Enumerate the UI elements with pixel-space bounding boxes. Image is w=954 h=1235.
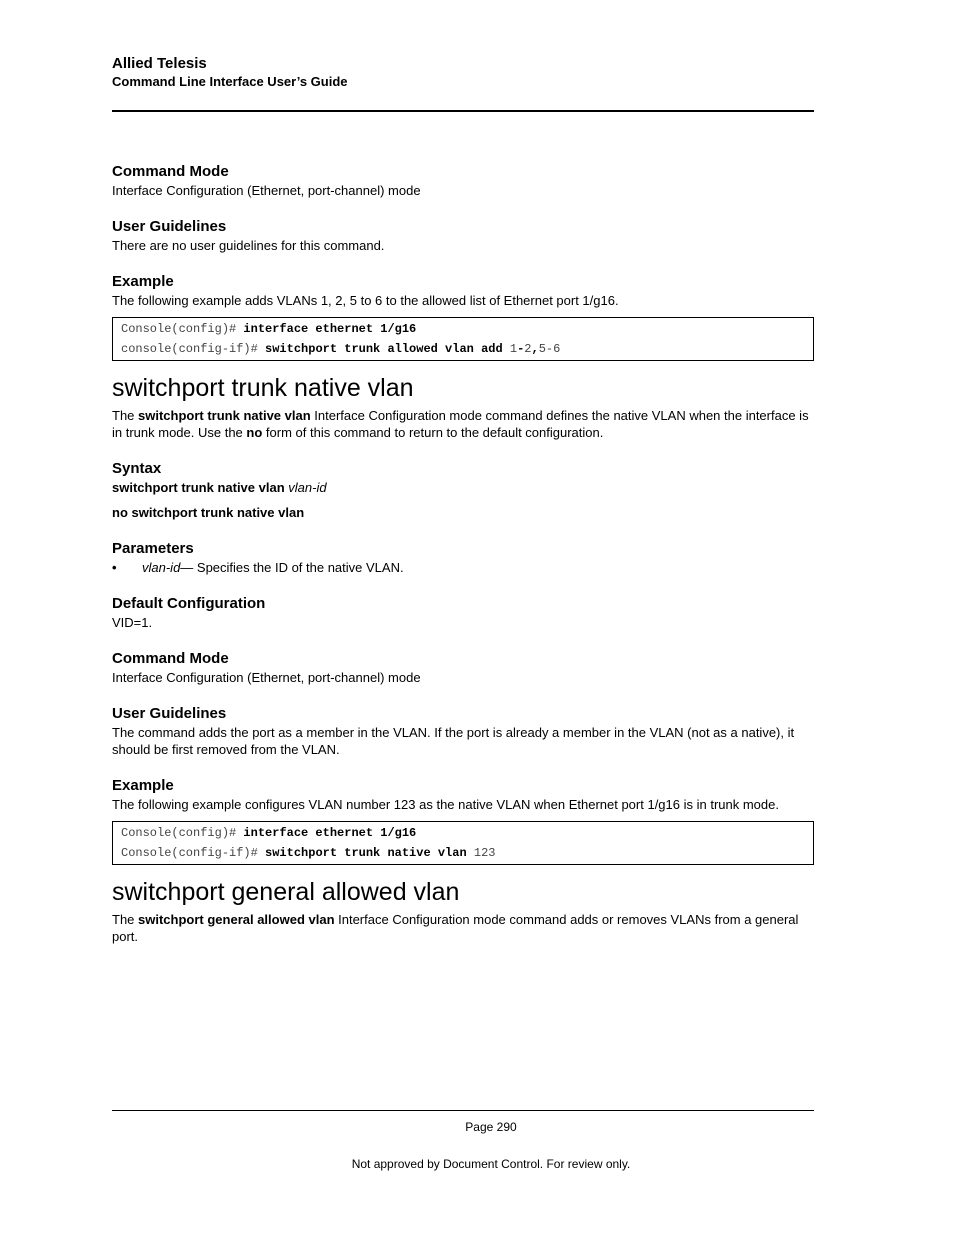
heading: Command Mode: [112, 650, 229, 667]
argument: ,: [531, 342, 539, 356]
section-title: switchport trunk native vlan: [112, 374, 414, 402]
paragraph: The following example configures VLAN number 123 as the native VLAN when Ethernet port 1/g16 is in trunk mode.: [112, 797, 779, 812]
intro-paragraph: The switchport general allowed vlan Interface Configuration mode command adds or removes VLANs from a general port.: [112, 912, 799, 944]
argument: 1: [509, 342, 518, 356]
syntax-line: no switchport trunk native vlan: [112, 505, 305, 520]
page-body: [112, 162, 814, 945]
prompt: Console(config)#: [121, 322, 244, 336]
list-item: • vlan-id— Specifies the ID of the native VLAN.: [112, 560, 404, 575]
heading: User Guidelines: [112, 705, 227, 722]
section-title: switchport general allowed vlan: [112, 878, 460, 906]
code-line: [121, 843, 805, 863]
heading: Default Configuration: [112, 595, 266, 612]
guide-title: Command Line Interface User’s Guide: [112, 74, 348, 89]
section-user-guidelines: [112, 217, 814, 254]
running-header: [112, 55, 348, 90]
header-rule: [112, 110, 814, 112]
code-line: [121, 823, 805, 843]
command: interface ethernet 1/g16: [243, 322, 417, 336]
code-block: [112, 317, 814, 361]
review-notice: Not approved by Document Control. For review only.: [351, 1157, 631, 1171]
paragraph: There are no user guidelines for this command.: [112, 238, 385, 253]
argument: -: [517, 342, 525, 356]
command: interface ethernet 1/g16: [243, 826, 417, 840]
section-command-mode: [112, 162, 814, 199]
command: switchport trunk native vlan: [265, 846, 474, 860]
code-line: [121, 319, 805, 339]
section-example: [112, 272, 814, 361]
paragraph: Interface Configuration (Ethernet, port-channel) mode: [112, 670, 421, 685]
code-line: [121, 339, 805, 359]
code-block: [112, 821, 814, 865]
argument: 2: [524, 342, 532, 356]
paragraph: Interface Configuration (Ethernet, port-channel) mode: [112, 183, 421, 198]
paragraph: The following example adds VLANs 1, 2, 5 to 6 to the allowed list of Ethernet port 1/g16.: [112, 293, 619, 308]
command: switchport trunk allowed vlan add: [265, 342, 510, 356]
heading: Example: [112, 777, 174, 794]
section-example: [112, 776, 814, 865]
page-number: Page 290: [465, 1120, 517, 1134]
heading: Parameters: [112, 540, 194, 557]
heading: Command Mode: [112, 163, 229, 180]
company-name: Allied Telesis: [112, 55, 207, 72]
paragraph: VID=1.: [112, 615, 153, 630]
prompt: Console(config)#: [121, 826, 244, 840]
argument: 123: [473, 846, 496, 860]
prompt: console(config-if)#: [121, 342, 266, 356]
bullet: •: [112, 560, 117, 575]
section-user-guidelines: [112, 704, 814, 758]
intro-paragraph: The switchport trunk native vlan Interface Configuration mode command defines the native VLAN when the interface is in trunk mode. Use the no form of this command to return to the default configuration.: [112, 408, 809, 440]
heading: Syntax: [112, 460, 162, 477]
syntax-line: switchport trunk native vlan vlan-id: [112, 480, 327, 495]
argument: 5-6: [538, 342, 561, 356]
prompt: Console(config-if)#: [121, 846, 266, 860]
section-default-configuration: [112, 594, 814, 631]
section-command-mode: [112, 649, 814, 686]
paragraph: The command adds the port as a member in the VLAN. If the port is already a member in the VLAN (not as a native), it should be first removed from the VLAN.: [112, 725, 795, 757]
heading: User Guidelines: [112, 218, 227, 235]
footer-rule: [112, 1110, 814, 1111]
heading: Example: [112, 273, 174, 290]
section-syntax: [112, 459, 814, 521]
section-parameters: [112, 539, 814, 576]
